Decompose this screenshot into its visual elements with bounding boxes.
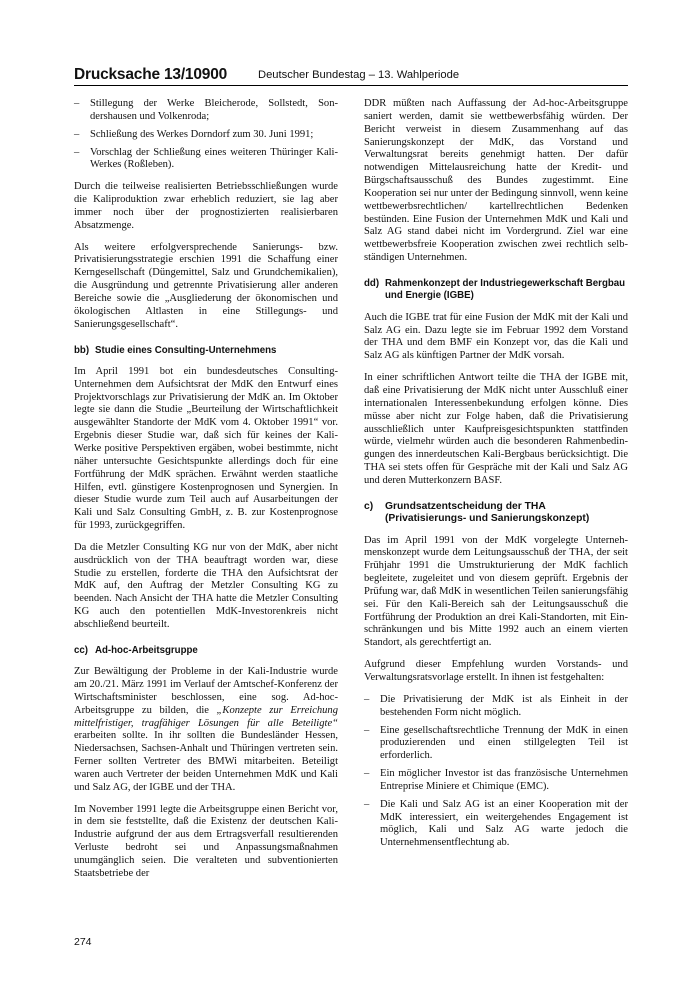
paragraph: Aufgrund dieser Empfehlung wurden Vorstands- und Verwaltungsratsvorlage erstellt. In ihnen ist festgehalten: [364, 659, 628, 683]
paragraph: Das im April 1991 von der MdK vorgelegte Unternehmenskonzept wurde dem Leitungsausschuß der THA, der seit Frühjahr 1991 die Umstrukturierung der MdK fachlich begleitete, zugeleitet und von diesem geprüft. Ergebnis der Prüfung war, daß MdK in wesentlichen Teilen sanierungsfähig sei. Für den Kali-Bereich sah der Leitungsausschuß die Fortführung der Produktion an drei Kali-Standorten, mit Einschränkungen und bis Mitte 1992 auch an einem vierten Standort, als gerechtfertigt an. [364, 534, 629, 649]
list-item: – Vorschlag der Schließung eines weiteren Thüringer Kali-Werkes (Roßleben). [74, 147, 338, 173]
paragraph: Auch die IGBE trat für eine Fusion der MdK mit der Kali und Salz AG ein. Dazu legte sie im Februar 1992 dem Vorstand der THA und dem BMF ein Konzept vor, das die Kali und Salz AG als künftigen Partner der MdK vorsah. [364, 311, 628, 362]
parliament-subtitle: Deutscher Bundestag – 13. Wahlperiode [258, 69, 460, 81]
paragraph [74, 666, 338, 794]
section-label: cc) [74, 644, 89, 656]
section-label: bb) [74, 344, 90, 356]
section-label: dd) [364, 277, 380, 289]
paragraph: DDR müßten nach Auffassung der Ad-hoc-Arbeitsgruppe saniert werden, damit sie wettbewerbsfähig würden. Der Bericht verweist in diesem Zusammenhang auf das Sanierungskonzept der MdK, das Vorstand und Verwaltungsrat bereits genehmigt hatten. Der dafür notwendigen Mittelausreichung hatte der Kredit- und Bürgschaftsausschuß des Bundes zugestimmt. Eine Kooperation sei nur unter der Bedingung sinnvoll, wenn keine wettbewerbsrechtlichen/ kartellrechtlichen Bedenken bestünden. Eine Fusion der Unternehmen MdK und Kali und Salz AG stand dabei nicht im Vordergrund. Ziel war eine wettbewerbsfreie Kooperation zwischen zwei rechtlich selbständigen Unternehmen. [364, 98, 628, 264]
section-heading-cc [74, 645, 338, 657]
section-heading-c [364, 501, 628, 526]
quoted-emphasis: „Konzepte zur Erreichung mittelfristiger, tragfähiger Lösungen für alle Beteiligte“ [74, 704, 338, 729]
paragraph: Als weitere erfolgversprechende Sanierungs- bzw. Privatisierungsstrategie erschien 1991 die Schaffung einer Kerngesellschaft (Düngemittel, Salz und Grundchemikalien), die Ausgründung und getrennte Privatisierung aller anderen Bereiche sowie die „Ausgliederung der ökonomischen und ökologischen Altlasten in eine Stillegungs- und Sanierungsgesellschaft“. [74, 241, 338, 330]
paragraph: In einer schriftlichen Antwort teilte die THA der IGBE mit, daß eine Privatisierung der MdK nicht unter Ausschluß einer internationalen Interessenbekundung erfolgen könne. Dies müsse aber nicht zur Folge haben, daß die Privatisierung ausschließlich unter Kaufpreisgesichtspunkten stattfinden würde, vielmehr würden auch die besonderen Rahmenbedingungen des innerdeutschen Kali-Bergbaus berücksichtigt. Die THA sei stets offen für Gespräche mit der Kali und Salz AG und deren Mutterkonzern BASF. [364, 372, 628, 486]
findings-list [364, 694, 628, 850]
text-run: Zur Bewältigung der Probleme in der Kali-Industrie wurde am 20./21. März 1991 im Verlauf der Amtschef-Konferenz der Wirtschaftsminister beschlossen, eine sog. Ad-hoc-Arbeitsgruppe zu bilden, die [74, 666, 338, 716]
text-run: erarbeiten sollte. In ihr sollten die Bundesländer Hessen, Niedersachsen, Sachsen-Anhalt und Thüringen vertreten sein. Ferner sollten Vertreter des BMWi mitarbeiten. Beteiligt waren auch Vertreter der beiden Unternehmen MdK und Kali und Salz AG, der IGBE und der THA. [74, 730, 338, 793]
section-title: Ad-hoc-Arbeitsgruppe [95, 644, 198, 656]
list-item: – Stillegung der Werke Bleicherode, Sollstedt, Sondershausen und Volkenroda; [74, 98, 338, 124]
document-number: Drucksache 13/10900 [74, 66, 228, 83]
page-number: 274 [74, 936, 92, 948]
list-item: – Eine gesellschaftsrechtliche Trennung der MdK in einen produzierenden und einen stillgelegten Teil ist erforderlich. [364, 725, 628, 764]
left-column [74, 98, 338, 890]
paragraph: Durch die teilweise realisierten Betriebsschließungen wurde die Kaliproduktion zwar erheblich reduziert, sie lag aber immer noch über der prognostizierten realisierbaren Absatzmenge. [74, 181, 338, 231]
page-header [74, 66, 628, 86]
section-heading-dd [364, 278, 628, 303]
right-column [364, 98, 628, 859]
paragraph: Im November 1991 legte die Arbeitsgruppe einen Bericht vor, in dem sie feststellte, daß die Existenz der deutschen Kali-Industrie aufgrund der aus dem Ertragsverfall resultierenden Verluste bedroht sei und Anpassungsmaßnahmen unumgänglich seien. Die veralteten und subventionierten Staatsbetriebe der [74, 803, 338, 879]
closure-list [74, 98, 338, 172]
section-label: c) [364, 500, 374, 512]
list-item: – Die Privatisierung der MdK ist als Einheit in der bestehenden Form nicht möglich. [364, 694, 628, 720]
list-item: – Ein möglicher Investor ist das französische Unternehmen Entreprise Miniere et Chimique (EMC). [364, 768, 628, 794]
section-title: Grundsatzentscheidung der THA (Privatisierungs- und Sanierungskonzept) [385, 500, 590, 525]
list-item: – Die Kali und Salz AG ist an einer Kooperation mit der MdK interessiert, ein weitergehendes Engagement ist möglich, Kali und Salz AG warte jedoch die Unternehmensentflechtung ab. [364, 799, 628, 850]
paragraph: Im April 1991 bot ein bundesdeutsches Consulting-Unternehmen dem Aufsichtsrat der MdK den Entwurf eines Projektvorschlags zur Privatisierung der MdK an. Im Oktober legte sie dann die Studie „Beurteilung der Wirtschaftlichkeit ausgewählter Standorte der MdK vom 4. Oktober 1991“ vor. Ergebnis dieser Studie war, daß sich für keines der Kali-Werke positive Perspektiven ergäben, wobei bestimmte, nicht näher untersuchte Gesichtspunkte allerdings doch für eine Fortführung der MdK sprächen. Erwähnt werden staatliche Hilfen, evtl. günstigere Kostenprognosen und Synergien. In dieser Studie wurde zum Teil auch auf Ausarbeitungen der Kali und Salz Consulting GmbH, z. B. zur Kostenprognose für 1993, zurückgegriffen. [74, 365, 338, 532]
section-title: Studie eines Consulting-Unternehmens [95, 344, 277, 356]
header-rule [74, 85, 628, 86]
section-title: Rahmenkonzept der Industriegewerkschaft Bergbau und Energie (IGBE) [385, 277, 626, 302]
section-heading-bb [74, 345, 338, 357]
list-item: – Schließung des Werkes Dorndorf zum 30. Juni 1991; [74, 129, 338, 142]
paragraph: Da die Metzler Consulting KG nur von der MdK, aber nicht ausdrücklich von der THA beauftragt worden war, diese Studie zu erstellen, forderte die THA den Aufsichtsrat der MdK auf, den Auftrag der Metzler Consulting KG zu beenden. Nach Ansicht der THA hatte die Metzler Consulting KG auch den potentiellen MdK-Investorenkreis nicht abschließend beurteilt. [74, 541, 338, 630]
